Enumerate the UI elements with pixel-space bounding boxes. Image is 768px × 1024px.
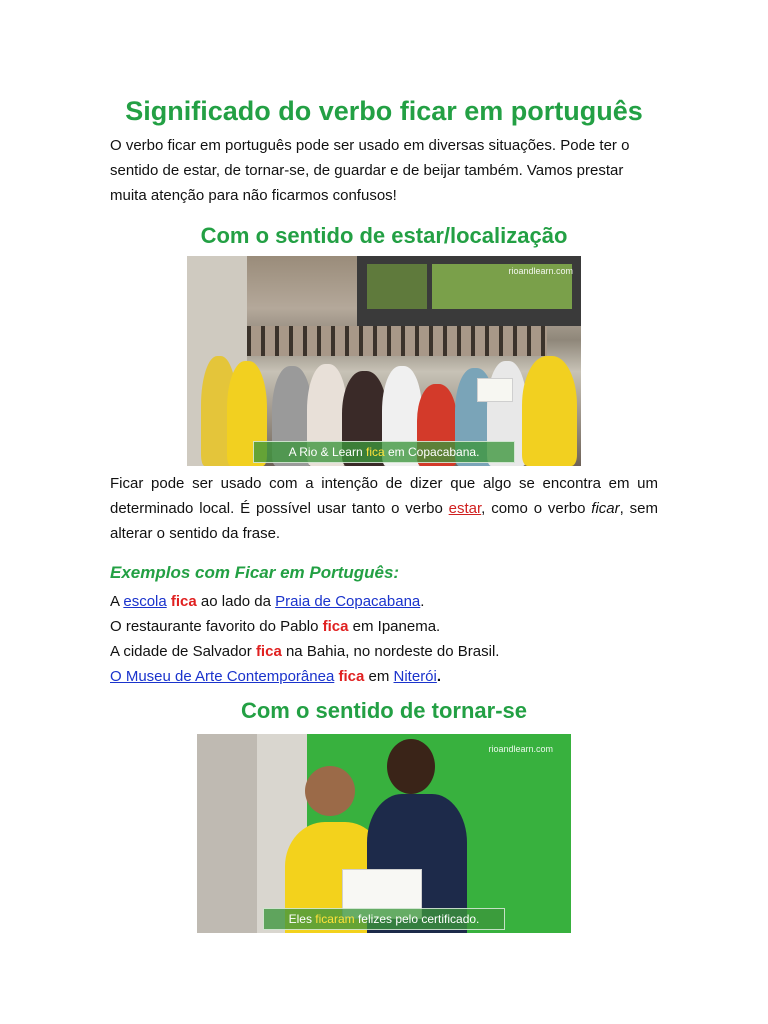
example-line-2: O restaurante favorito do Pablo fica em Ipanema. xyxy=(110,618,441,635)
link-museu-arte-contemporanea[interactable]: O Museu de Arte Contemporânea xyxy=(110,668,335,685)
photo-caption: A Rio & Learn fica em Copacabana. xyxy=(253,441,515,463)
photo-caption: Eles ficaram felizes pelo certificado. xyxy=(263,908,505,930)
intro-paragraph: O verbo ficar em português pode ser usado em diversas situações. Pode ter o sentido de estar, de tornar-se, de guardar e de beijar também. Vamos prestar muita atenção para não ficarmos confusos! xyxy=(110,137,630,204)
photo-watermark: rioandlearn.com xyxy=(508,266,573,276)
section-heading-estar: Com o sentido de estar/localização xyxy=(200,223,568,248)
section-heading-tornar-se: Com o sentido de tornar-se xyxy=(240,698,528,723)
example-line-3: A cidade de Salvador fica na Bahia, no nordeste do Brasil. xyxy=(110,643,500,660)
example-line-4: O Museu de Arte Contemporânea fica em Niterói. xyxy=(110,668,442,685)
example-line-1: A escola fica ao lado da Praia de Copacabana. xyxy=(110,593,425,610)
page-title: Significado do verbo ficar em português xyxy=(125,96,643,126)
estar-paragraph: Ficar pode ser usado com a intenção de dizer que algo se encontra em um determinado local. É possível usar tanto o verbo estar, como o verbo ficar, sem alterar o sentido da frase. xyxy=(110,475,658,542)
link-niteroi[interactable]: Niterói xyxy=(393,668,437,685)
photo-certificate xyxy=(197,734,571,933)
link-praia-copacabana[interactable]: Praia de Copacabana xyxy=(275,593,421,610)
link-escola[interactable]: escola xyxy=(123,593,167,610)
photo-watermark: rioandlearn.com xyxy=(488,744,553,754)
examples-heading: Exemplos com Ficar em Português: xyxy=(110,563,400,582)
link-estar[interactable]: estar xyxy=(448,500,482,517)
photo-group-copacabana xyxy=(187,256,581,466)
